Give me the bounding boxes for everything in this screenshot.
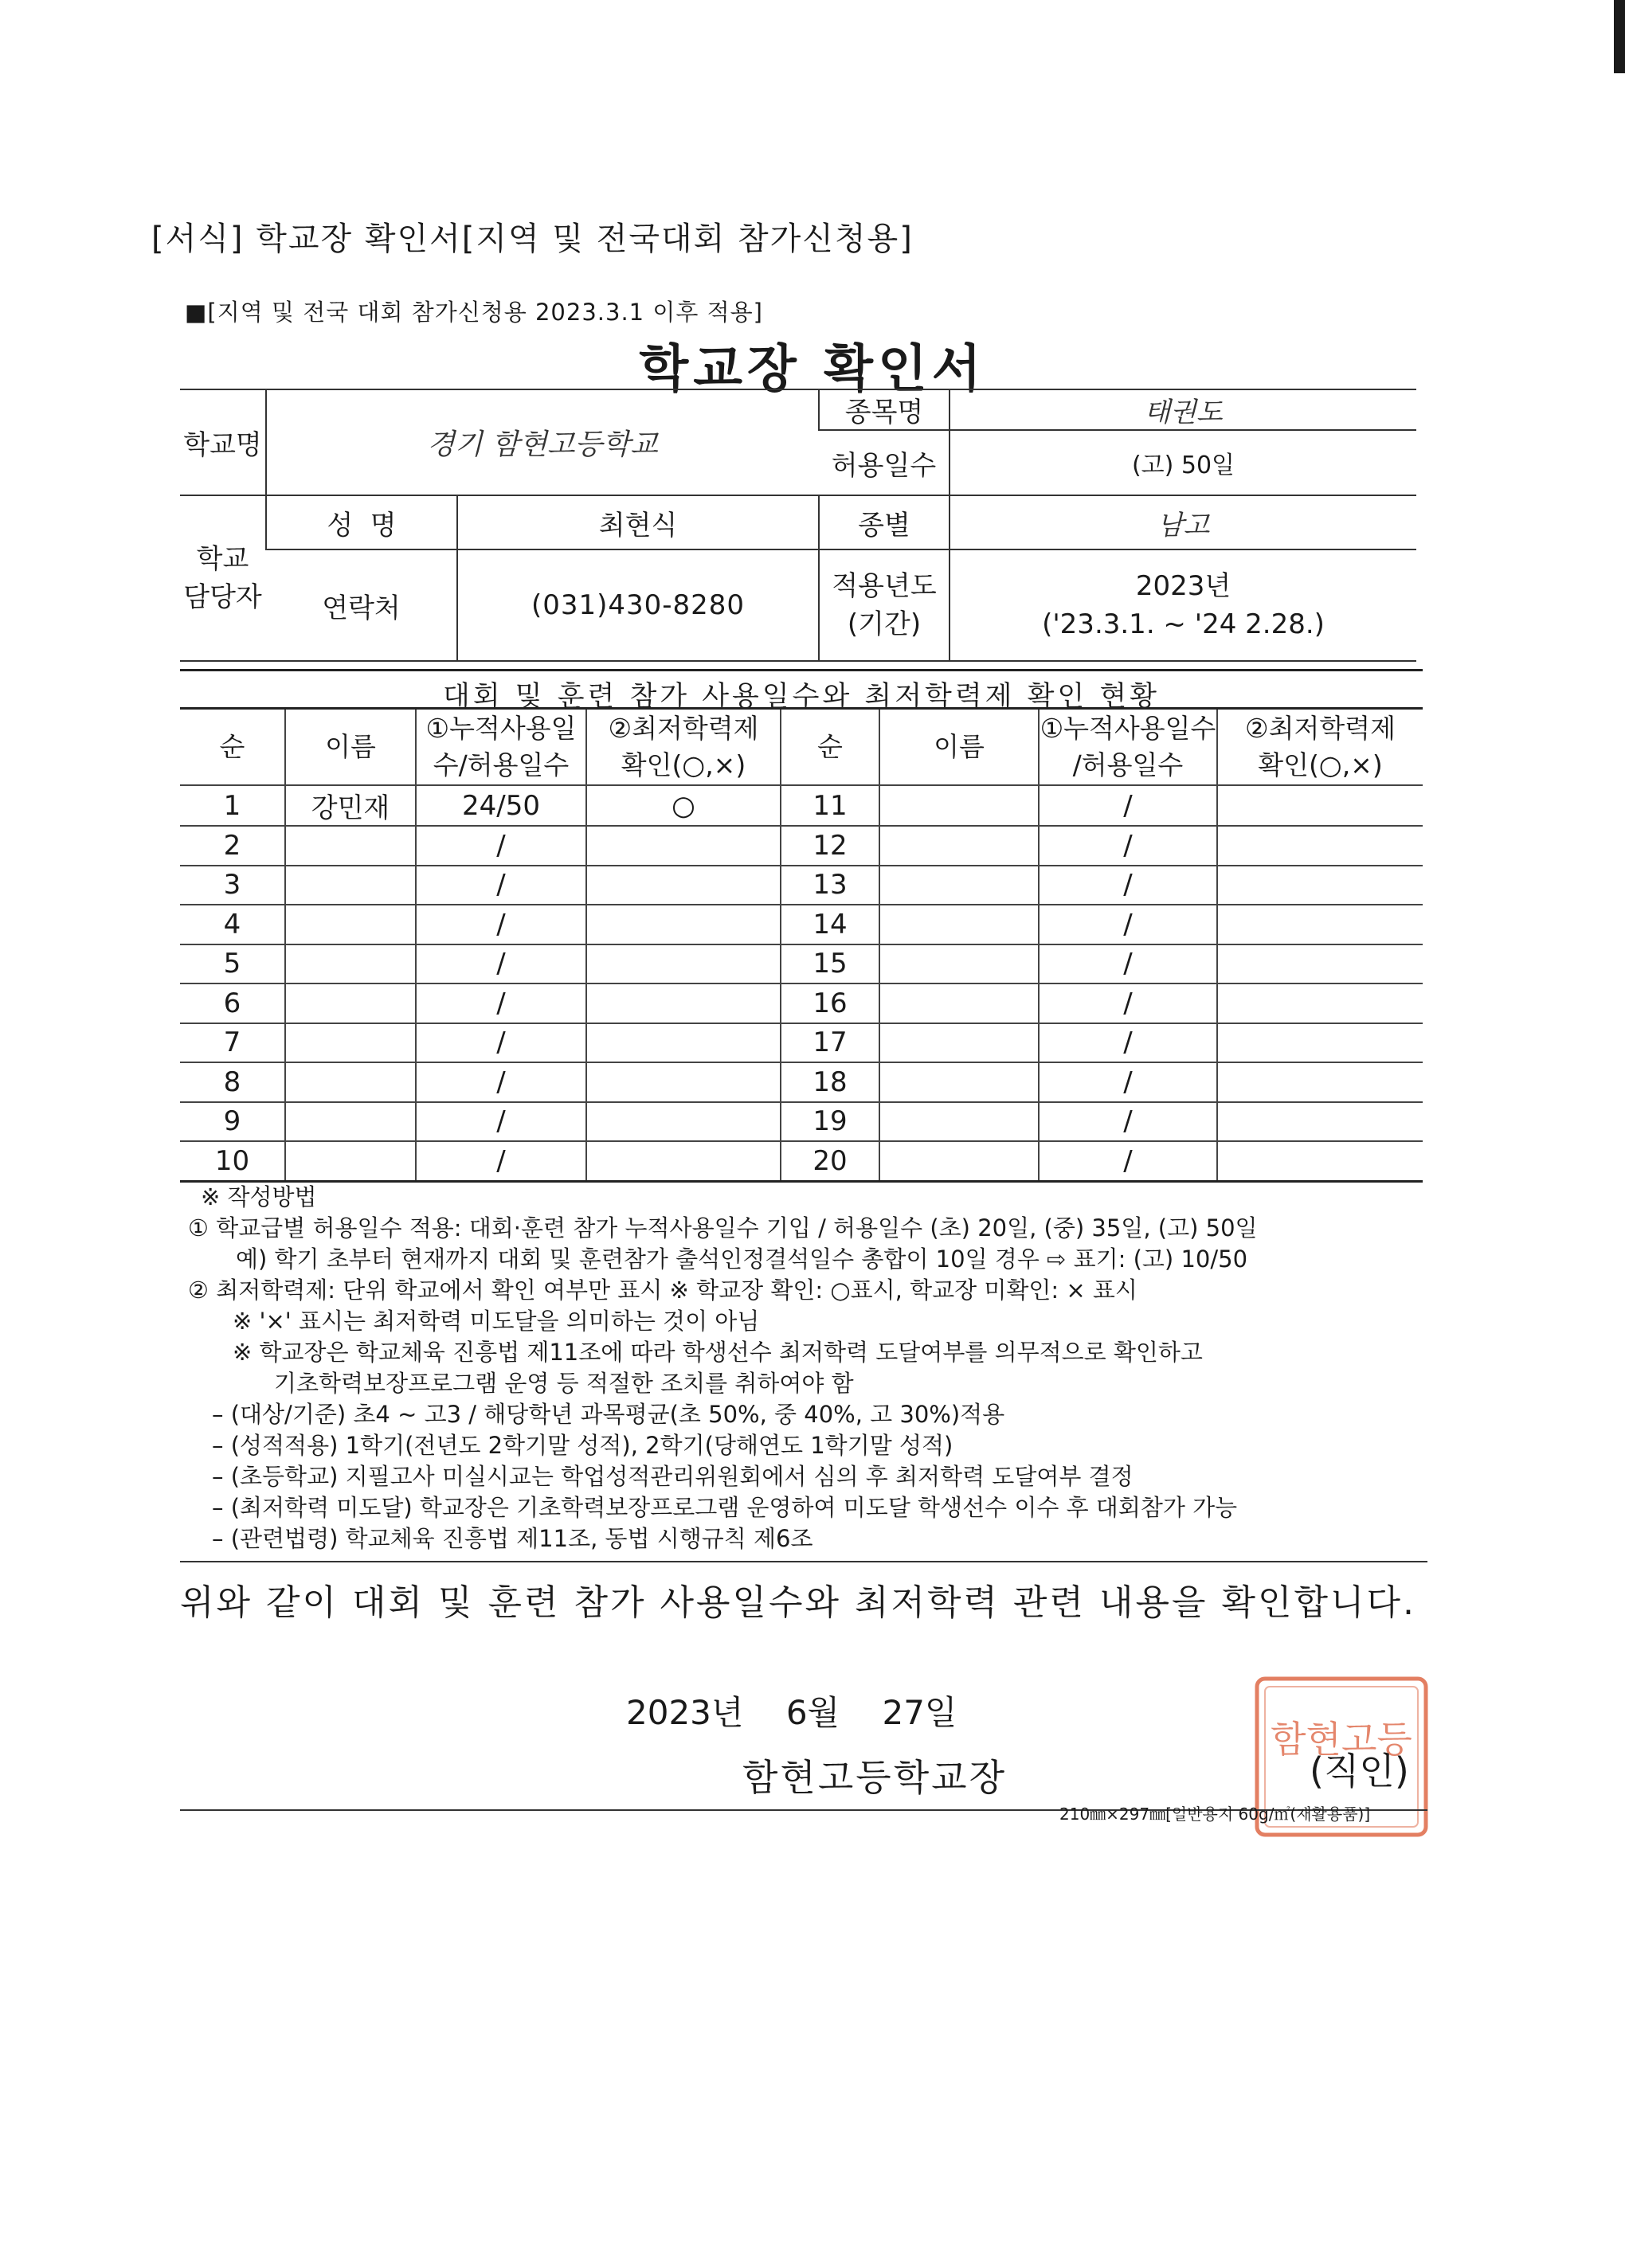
row-check [586,1062,781,1102]
note-dash-5: – (관련법령) 학교체육 진흥법 제11조, 동법 시행규칙 제6조 [212,1525,813,1552]
row-days: / [416,983,586,1023]
row-days: / [416,1062,586,1102]
row-no: 6 [180,983,285,1023]
row-no: 9 [180,1102,285,1142]
note-dash-3: – (초등학교) 지필고사 미실시교는 학업성적관리위원회에서 심의 후 최저학력 도달여부 결정 [212,1463,1134,1490]
row-name-2 [879,1141,1039,1181]
row-days-2: / [1039,826,1217,866]
row-check-2 [1217,944,1423,984]
row-name-2 [879,826,1039,866]
row-check-2 [1217,1102,1423,1142]
date-year: 2023년 [626,1693,744,1732]
row-check [586,1141,781,1181]
row-check [586,1102,781,1142]
row-no-2: 15 [781,944,879,984]
roster-title: 대회 및 훈련 참가 사용일수와 최저학력제 확인 현황 [180,669,1423,714]
row-check-2 [1217,866,1423,905]
row-no: 8 [180,1062,285,1102]
allowed-value: (고) 50일 [950,430,1416,495]
row-check [586,866,781,905]
row-days: / [416,826,586,866]
gender-label: 종별 [819,495,950,549]
row-check-2 [1217,826,1423,866]
seal-text: 함현고등 [1271,1718,1412,1761]
form-tag: ■[지역 및 전국 대회 참가신청용 2023.3.1 이후 적용] [185,299,763,326]
row-no: 7 [180,1023,285,1063]
table-row [180,785,1423,826]
row-name [285,944,416,984]
row-days-2: / [1039,1102,1217,1142]
row-check-2 [1217,1141,1423,1181]
row-no: 4 [180,905,285,944]
row-no-2: 17 [781,1023,879,1063]
row-no-2: 12 [781,826,879,866]
table-row [180,866,1423,905]
row-no-2: 11 [781,785,879,826]
signatory: 함현고등학교장 [742,1756,1008,1799]
row-days: / [416,1102,586,1142]
row-name-2 [879,785,1039,826]
table-row [180,1062,1423,1102]
header-check: ②최저학력제 확인(○,×) [586,709,781,786]
row-days-2: / [1039,944,1217,984]
date-month: 6월 [785,1693,840,1732]
note-2-b: ※ 학교장은 학교체육 진흥법 제11조에 따라 학생선수 최저학력 도달여부를 의무적으로 확인하고 [233,1339,1203,1366]
row-check [586,983,781,1023]
row-name [285,866,416,905]
table-row [180,1102,1423,1142]
row-no-2: 14 [781,905,879,944]
paper-spec: 210㎜×297㎜[일반용지 60g/㎡(재활용품)] [1059,1805,1371,1824]
table-row [180,905,1423,944]
row-check-2 [1217,905,1423,944]
allowed-label: 허용일수 [819,430,950,495]
manager-label: 학교 담당자 [180,495,266,661]
note-dash-1: – (대상/기준) 초4 ~ 고3 / 해당학년 과목평균(초 50%, 중 40%, 고 30%)적용 [212,1401,1005,1428]
note-1-example: 예) 학기 초부터 현재까지 대회 및 훈련참가 출석인정결석일수 총합이 10일 경우 ⇨ 표기: (고) 10/50 [236,1245,1248,1273]
roster-table [180,707,1423,1183]
row-check [586,1023,781,1063]
header-days-2: ①누적사용일수 /허용일수 [1039,709,1217,786]
header-name: 이름 [285,709,416,786]
note-2-a: ※ '×' 표시는 최저학력 미도달을 의미하는 것이 아님 [233,1308,760,1335]
row-days: / [416,1141,586,1181]
row-name-2 [879,1102,1039,1142]
row-check [586,826,781,866]
row-days-2: / [1039,785,1217,826]
row-no-2: 18 [781,1062,879,1102]
row-days-2: / [1039,905,1217,944]
row-no: 10 [180,1141,285,1181]
seal-label: (직인) [1310,1750,1409,1793]
note-dash-2: – (성적적용) 1학기(전년도 2학기말 성적), 2학기(당해연도 1학기말 성적) [212,1432,953,1459]
school-label: 학교명 [180,389,266,495]
table-row [180,1023,1423,1063]
note-dash-4: – (최저학력 미도달) 학교장은 기초학력보장프로그램 운영하여 미도달 학생선수 이수 후 대회참가 가능 [212,1494,1238,1521]
row-no: 1 [180,785,285,826]
row-name [285,1023,416,1063]
row-days-2: / [1039,1062,1217,1102]
row-check [586,905,781,944]
notes-heading: ※ 작성방법 [201,1183,317,1210]
date-day: 27일 [882,1693,957,1732]
row-check [586,944,781,984]
table-row [180,983,1423,1023]
row-check-2 [1217,785,1423,826]
roster-header-row [180,709,1423,786]
contact-label: 연락처 [266,549,457,661]
issue-date [626,1687,957,1734]
table-row [180,826,1423,866]
row-days-2: / [1039,866,1217,905]
row-name-2 [879,983,1039,1023]
header-no-2: 순 [781,709,879,786]
row-no: 3 [180,866,285,905]
row-name-2 [879,1023,1039,1063]
row-check-2 [1217,1023,1423,1063]
info-table [180,389,1416,662]
header-name-2: 이름 [879,709,1039,786]
name-value: 최현식 [457,495,819,549]
row-no: 2 [180,826,285,866]
row-days: 24/50 [416,785,586,826]
notes-section [188,1182,1431,1554]
row-days: / [416,866,586,905]
row-check-2 [1217,1062,1423,1102]
confirm-statement: 위와 같이 대회 및 훈련 참가 사용일수와 최저학력 관련 내용을 확인합니다. [180,1561,1427,1634]
row-days: / [416,944,586,984]
row-name [285,1141,416,1181]
page-edge-shadow [1614,0,1625,73]
contact-value: (031)430-8280 [457,549,819,661]
row-name-2 [879,866,1039,905]
row-name [285,905,416,944]
table-row [180,1141,1423,1181]
row-name [285,1062,416,1102]
row-days-2: / [1039,1141,1217,1181]
row-no-2: 20 [781,1141,879,1181]
note-1: ① 학교급별 허용일수 적용: 대회·훈련 참가 누적사용일수 기입 / 허용일수 (초) 20일, (중) 35일, (고) 50일 [188,1214,1258,1242]
year-value: 2023년 ('23.3.1. ~ '24 2.28.) [950,549,1416,661]
header-no: 순 [180,709,285,786]
year-label: 적용년도 (기간) [819,549,950,661]
note-2-c: 기초학력보장프로그램 운영 등 적절한 조치를 취하여야 함 [274,1370,854,1397]
row-days-2: / [1039,983,1217,1023]
document-title: 학교장 확인서 [639,340,986,399]
row-no-2: 13 [781,866,879,905]
header-check-2: ②최저학력제 확인(○,×) [1217,709,1423,786]
row-name [285,826,416,866]
row-check: ○ [586,785,781,826]
row-name-2 [879,944,1039,984]
row-name: 강민재 [285,785,416,826]
form-title: [서식] 학교장 확인서[지역 및 전국대회 참가신청용] [151,221,914,257]
row-no: 5 [180,944,285,984]
row-name-2 [879,1062,1039,1102]
row-check-2 [1217,983,1423,1023]
gender-value: 남고 [950,495,1416,549]
row-no-2: 19 [781,1102,879,1142]
row-no-2: 16 [781,983,879,1023]
table-row [180,944,1423,984]
row-name [285,983,416,1023]
row-days-2: / [1039,1023,1217,1063]
event-label: 종목명 [819,389,950,430]
row-days: / [416,905,586,944]
school-value: 경기 함현고등학교 [266,389,819,495]
header-days: ①누적사용일 수/허용일수 [416,709,586,786]
row-days: / [416,1023,586,1063]
row-name [285,1102,416,1142]
name-label: 성 명 [266,495,457,549]
note-2: ② 최저학력제: 단위 학교에서 확인 여부만 표시 ※ 학교장 확인: ○표시, 학교장 미확인: × 표시 [188,1277,1138,1304]
event-value: 태권도 [950,389,1416,430]
row-name-2 [879,905,1039,944]
